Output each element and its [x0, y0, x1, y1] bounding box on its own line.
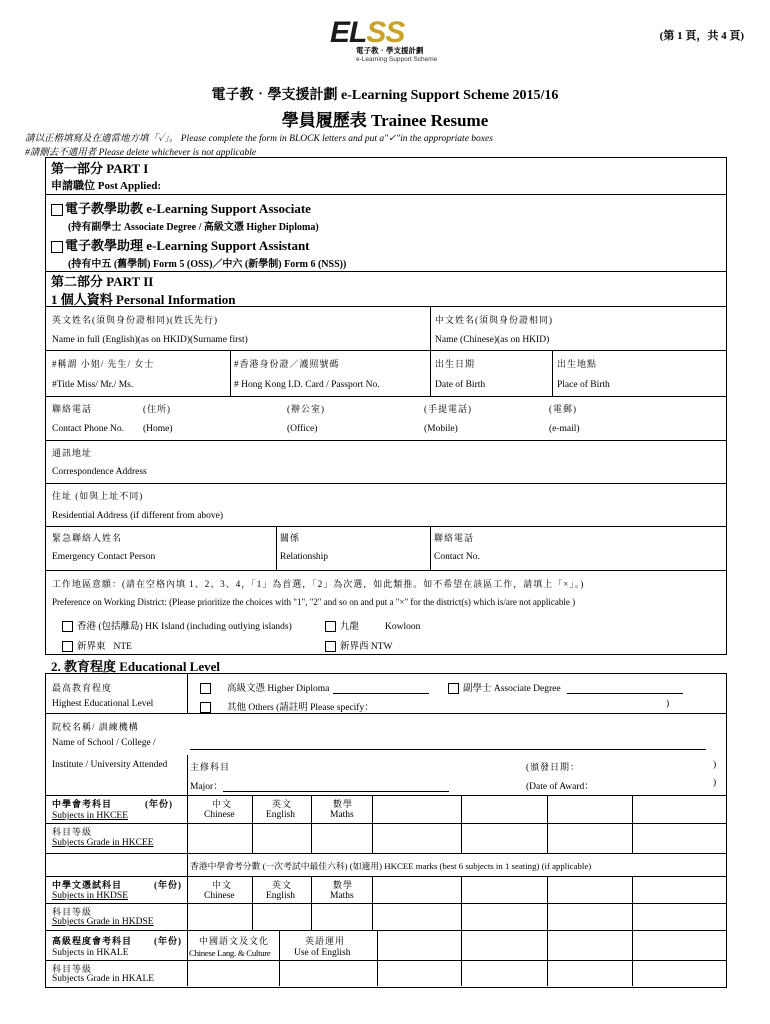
hkcee-grade-label: Subjects Grade in HKCEE — [52, 838, 154, 848]
elss-logo — [330, 18, 440, 66]
hk-island-checkbox[interactable] — [62, 621, 73, 632]
assistant-option: 電子教學助理 e-Learning Support Assistant — [65, 238, 310, 253]
hd-label: 高級文憑 Higher Diploma — [227, 684, 330, 694]
institute-label: Institute / University Attended — [52, 760, 168, 770]
hkcee-maths: Maths — [330, 810, 354, 820]
hkid-label-cn: #香港身份證／護照號碼 — [234, 359, 340, 369]
office-label: (Office) — [287, 424, 318, 434]
form-title: 學員履歷表 Trainee Resume — [281, 111, 489, 130]
hkdse-english: English — [266, 891, 296, 901]
hkale-grade-cn: 科目等級 — [52, 964, 93, 974]
assistant-requirement: (持有中五 (舊學制) Form 5 (OSS)／中六 (新學制) Form 6 (NSS)) — [68, 259, 347, 270]
logo-english: e-Learning Support Scheme — [356, 56, 438, 63]
kowloon-checkbox[interactable] — [325, 621, 336, 632]
page-number: (第 1 頁，共 4 頁) — [659, 30, 744, 42]
nte-label-cn: 新界東 — [77, 642, 106, 652]
mobile-label-cn: (手提電話) — [424, 404, 472, 414]
associate-requirement: (持有副學士 Associate Degree / 高級文憑 Higher Diploma) — [68, 222, 319, 233]
assistant-checkbox[interactable] — [51, 241, 63, 253]
part1-title: 第一部分 PART I — [51, 161, 149, 176]
hkale-label-cn: 高級程度會考科目 — [52, 936, 133, 946]
instruction-delete: #請刪去不適用者 Please delete whichever is not applicable — [25, 148, 257, 158]
award-close-cn: ) — [713, 760, 717, 770]
kowloon-label: Kowloon — [385, 622, 421, 632]
major-label-cn: 主修科目 — [190, 762, 231, 772]
nte-checkbox[interactable] — [62, 641, 73, 652]
logo-letter-e: E — [330, 16, 350, 49]
correspondence-label: Correspondence Address — [52, 467, 147, 477]
relationship-label-cn: 關係 — [280, 533, 301, 543]
major-line[interactable] — [223, 791, 449, 792]
part2-title: 第二部分 PART II — [51, 274, 154, 289]
phone-label: Contact Phone No. — [52, 424, 125, 434]
relationship-label: Relationship — [280, 552, 329, 562]
name-en-label-cn: 英文姓名(須與身份證相同)(姓氏先行) — [52, 315, 218, 325]
school-label: Name of School / College / — [52, 738, 156, 748]
hkdse-chinese: Chinese — [204, 891, 235, 901]
post-applied-label: 申請職位 Post Applied: — [51, 180, 162, 192]
award-label-cn: (頒發日期： — [526, 762, 580, 772]
instruction-block-letters: 請以正楷填寫及在適當地方填「✓」。 Please complete the form in BLOCK letters and put a"✓"in the appropriate boxes — [25, 134, 493, 144]
associate-option: 電子教學助教 e-Learning Support Associate — [65, 201, 311, 216]
hkcee-label-cn: 中學會考科目 — [52, 799, 113, 809]
logo-chinese: 電子教‧學支援計劃 — [356, 46, 424, 55]
ntw-label: 新界西 NTW — [340, 642, 393, 652]
name-en-label: Name in full (English)(as on HKID)(Surname first) — [52, 335, 248, 345]
contact-label: Contact No. — [434, 552, 480, 562]
email-label-cn: (電郵) — [549, 404, 577, 414]
hkcee-chinese-cn: 中文 — [212, 799, 233, 809]
district-label-cn: 工作地區意願：(請在空格內填 1、2、3、4，「1」為首選，「2」為次選，如此類推。如不希望在該區工作，請填上「×」。) — [52, 579, 585, 589]
hkdse-maths: Maths — [330, 891, 354, 901]
logo-letter-l: L — [349, 16, 367, 49]
hkcee-marks-label: 香港中學會考分數 (一次考試中最佳六科) (如適用) HKCEE marks (best 6 subjects in 1 seating) (if applicable) — [190, 861, 592, 871]
ad-checkbox[interactable] — [448, 683, 459, 694]
hkcee-grade-cn: 科目等級 — [52, 827, 93, 837]
award-label: (Date of Award： — [526, 782, 594, 792]
emergency-label-cn: 緊急聯絡人姓名 — [52, 533, 123, 543]
hkdse-label: Subjects in HKDSE — [52, 891, 128, 901]
hkid-label: # Hong Kong I.D. Card / Passport No. — [234, 380, 380, 390]
education-frame — [45, 673, 727, 988]
hkdse-grade-cn: 科目等級 — [52, 907, 93, 917]
hkdse-maths-cn: 數學 — [333, 880, 354, 890]
name-cn-label-cn: 中文姓名(須與身份證相同) — [435, 315, 553, 325]
ad-line[interactable] — [567, 693, 683, 694]
hkcee-english: English — [266, 810, 296, 820]
hkale-ue: Use of English — [294, 948, 351, 958]
kowloon-label-cn: 九龍 — [340, 622, 360, 632]
email-label: (e-mail) — [549, 424, 580, 434]
hkcee-year-cn: (年份) — [145, 799, 173, 809]
residential-label: Residential Address (if different from above) — [52, 511, 224, 521]
hkale-label: Subjects in HKALE — [52, 948, 129, 958]
dob-label: Date of Birth — [435, 380, 486, 390]
associate-checkbox[interactable] — [51, 204, 63, 216]
phone-label-cn: 聯絡電話 — [52, 404, 93, 414]
others-label: 其他 Others (請註明 Please specify： — [227, 703, 374, 713]
dob-label-cn: 出生日期 — [435, 359, 476, 369]
hkdse-year-cn: (年份) — [154, 880, 182, 890]
hd-line[interactable] — [333, 693, 429, 694]
office-label-cn: (辦公室) — [287, 404, 325, 414]
hkdse-label-cn: 中學文憑試科目 — [52, 880, 123, 890]
pob-label-cn: 出生地點 — [557, 359, 598, 369]
hkale-cl: Chinese Lang. & Culture — [189, 948, 271, 958]
hkale-grade-label: Subjects Grade in HKALE — [52, 974, 155, 984]
emergency-label: Emergency Contact Person — [52, 552, 156, 562]
personal-info-heading: 1 個人資料 Personal Information — [51, 292, 236, 307]
mobile-label: (Mobile) — [424, 424, 458, 434]
hkale-ue-cn: 英語運用 — [305, 936, 346, 946]
ad-label: 副學士 Associate Degree — [463, 684, 561, 694]
hkcee-label: Subjects in HKCEE — [52, 811, 128, 821]
hkdse-grade-label: Subjects Grade in HKDSE — [52, 917, 154, 927]
school-line[interactable] — [190, 749, 706, 750]
pob-label: Place of Birth — [557, 380, 610, 390]
district-label: Preference on Working District: (Please prioritize the choices with "1", "2" and so on and put a "×" for the district(s) which is/are not applicable ) — [52, 597, 576, 607]
highest-label: Highest Educational Level — [52, 699, 154, 709]
hd-checkbox[interactable] — [200, 683, 211, 694]
residential-label-cn: 住址 (如與上址不同) — [52, 491, 144, 501]
hkdse-english-cn: 英文 — [272, 880, 293, 890]
highest-label-cn: 最高教育程度 — [52, 683, 113, 693]
hkcee-english-cn: 英文 — [272, 799, 293, 809]
correspondence-label-cn: 通訊地址 — [52, 448, 93, 458]
hkale-cl-cn: 中國語文及文化 — [199, 936, 270, 946]
home-label-cn: (住所) — [143, 404, 171, 414]
title-label-cn: #稱謂 小姐/ 先生/ 女士 — [52, 359, 155, 369]
nte-label: NTE — [113, 642, 132, 652]
home-label: (Home) — [143, 424, 173, 434]
award-close: ) — [713, 778, 717, 788]
others-checkbox[interactable] — [200, 702, 211, 713]
others-close-paren: ) — [666, 699, 670, 709]
scheme-title: 電子教‧學支援計劃 e-Learning Support Scheme 2015/16 — [211, 88, 559, 103]
school-label-cn: 院校名稱/ 訓練機構 — [52, 722, 139, 732]
logo-letters-ss: SS — [366, 16, 405, 49]
contact-label-cn: 聯絡電話 — [434, 533, 475, 543]
title-label: #Title Miss/ Mr./ Ms. — [52, 380, 134, 390]
hkdse-chinese-cn: 中文 — [212, 880, 233, 890]
hkcee-chinese: Chinese — [204, 810, 235, 820]
ntw-checkbox[interactable] — [325, 641, 336, 652]
major-label: Major： — [190, 782, 223, 792]
hk-island-label: 香港 (包括離島) HK Island (including outlying islands) — [77, 622, 292, 632]
hkcee-maths-cn: 數學 — [333, 799, 354, 809]
education-heading: 2. 教育程度 Educational Level — [51, 659, 221, 674]
name-cn-label: Name (Chinese)(as on HKID) — [435, 335, 550, 345]
hkale-year-cn: (年份) — [154, 936, 182, 946]
